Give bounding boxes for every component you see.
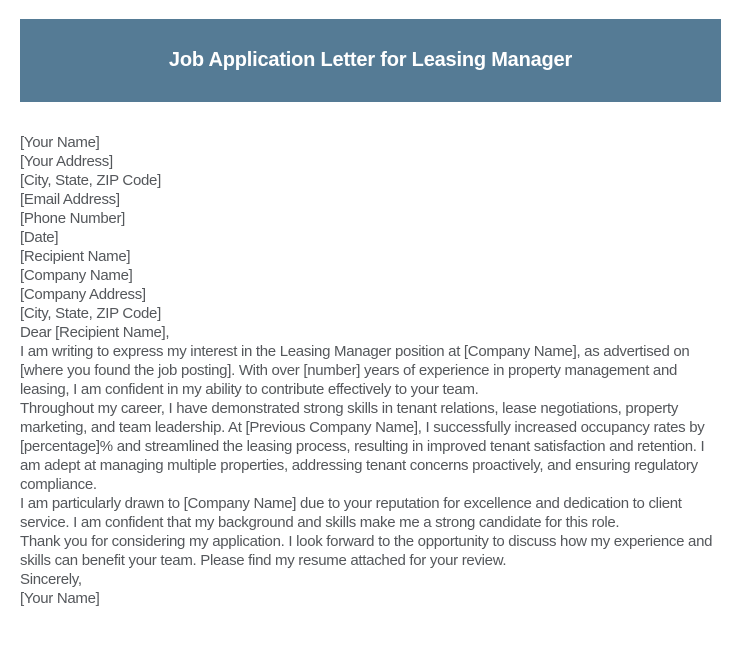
letter-paragraph: Throughout my career, I have demonstrated strong skills in tenant relations, lease negotiations, property marketing, and team leadership. At [Previous Company Name], I successfully increased occupancy rates by [percentage]% and streamlined the leasing process, resulting in improved tenant satisfaction and retention. I am adept at managing multiple properties, addressing tenant concerns proactively, and ensuring regulatory compliance. <box>20 400 705 493</box>
letter-header-banner <box>20 19 721 102</box>
letter-body <box>20 133 714 608</box>
salutation: Dear [Recipient Name], <box>20 324 170 341</box>
signature: [Your Name] <box>20 590 100 607</box>
sender-line: [City, State, ZIP Code] <box>20 172 161 189</box>
letter-paragraph: I am particularly drawn to [Company Name] due to your reputation for excellence and dedication to client service. I am confident that my background and skills make me a strong candidate for this role. <box>20 495 682 531</box>
sender-line: [Your Name] <box>20 134 100 151</box>
sender-line: [Phone Number] <box>20 210 126 227</box>
letter-paragraph: Thank you for considering my application. I look forward to the opportunity to discuss how my experience and skills can benefit your team. Please find my resume attached for your review. <box>20 533 713 569</box>
sender-line: [Your Address] <box>20 153 113 170</box>
letter-paragraph: I am writing to express my interest in the Leasing Manager position at [Company Name], as advertised on [where you found the job posting]. With over [number] years of experience in property management and leasing, I am confident in my ability to contribute effectively to your team. <box>20 343 690 398</box>
letter-title: Job Application Letter for Leasing Manager <box>168 49 573 71</box>
recipient-line: [City, State, ZIP Code] <box>20 305 161 322</box>
closing: Sincerely, <box>20 571 82 588</box>
date-line: [Date] <box>20 229 59 246</box>
recipient-line: [Company Address] <box>20 286 146 303</box>
recipient-line: [Recipient Name] <box>20 248 131 265</box>
sender-line: [Email Address] <box>20 191 120 208</box>
recipient-line: [Company Name] <box>20 267 133 284</box>
